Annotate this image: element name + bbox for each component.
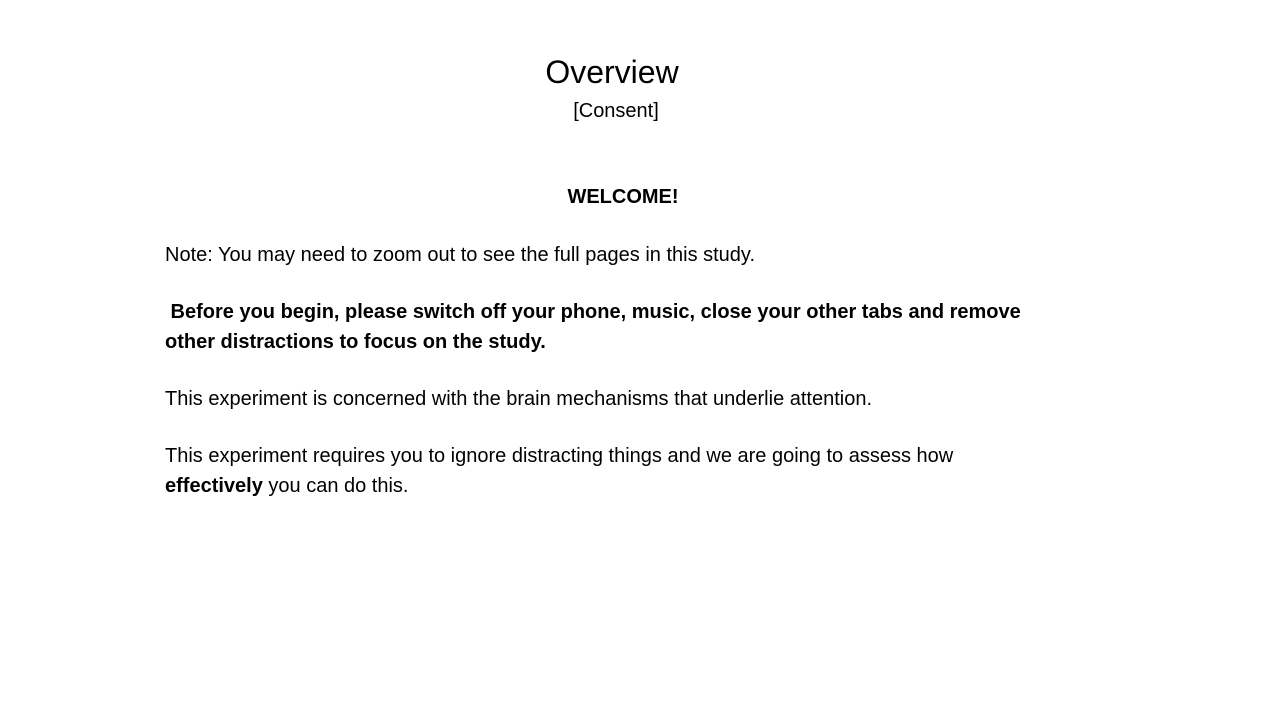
welcome-heading: WELCOME! [567,186,679,208]
instructions-paragraph [165,297,1065,357]
page-subtitle: [Consent] [573,100,659,122]
requirement-end: you can do this. [262,475,409,497]
requirement-text: This experiment requires you to ignore distracting things and we are going to assess how [165,445,954,467]
requirement-paragraph [165,441,1065,501]
instructions-line-1: Before you begin, please switch off your phone, music, close your other tabs and remove [165,301,1021,323]
requirement-emphasis: effectively [165,475,263,497]
zoom-note: Note: You may need to zoom out to see the full pages in this study. [165,244,755,266]
page-title: Overview [545,54,679,90]
purpose-paragraph: This experiment is concerned with the brain mechanisms that underlie attention. [165,388,873,410]
instructions-line-2: other distractions to focus on the study. [165,331,546,353]
